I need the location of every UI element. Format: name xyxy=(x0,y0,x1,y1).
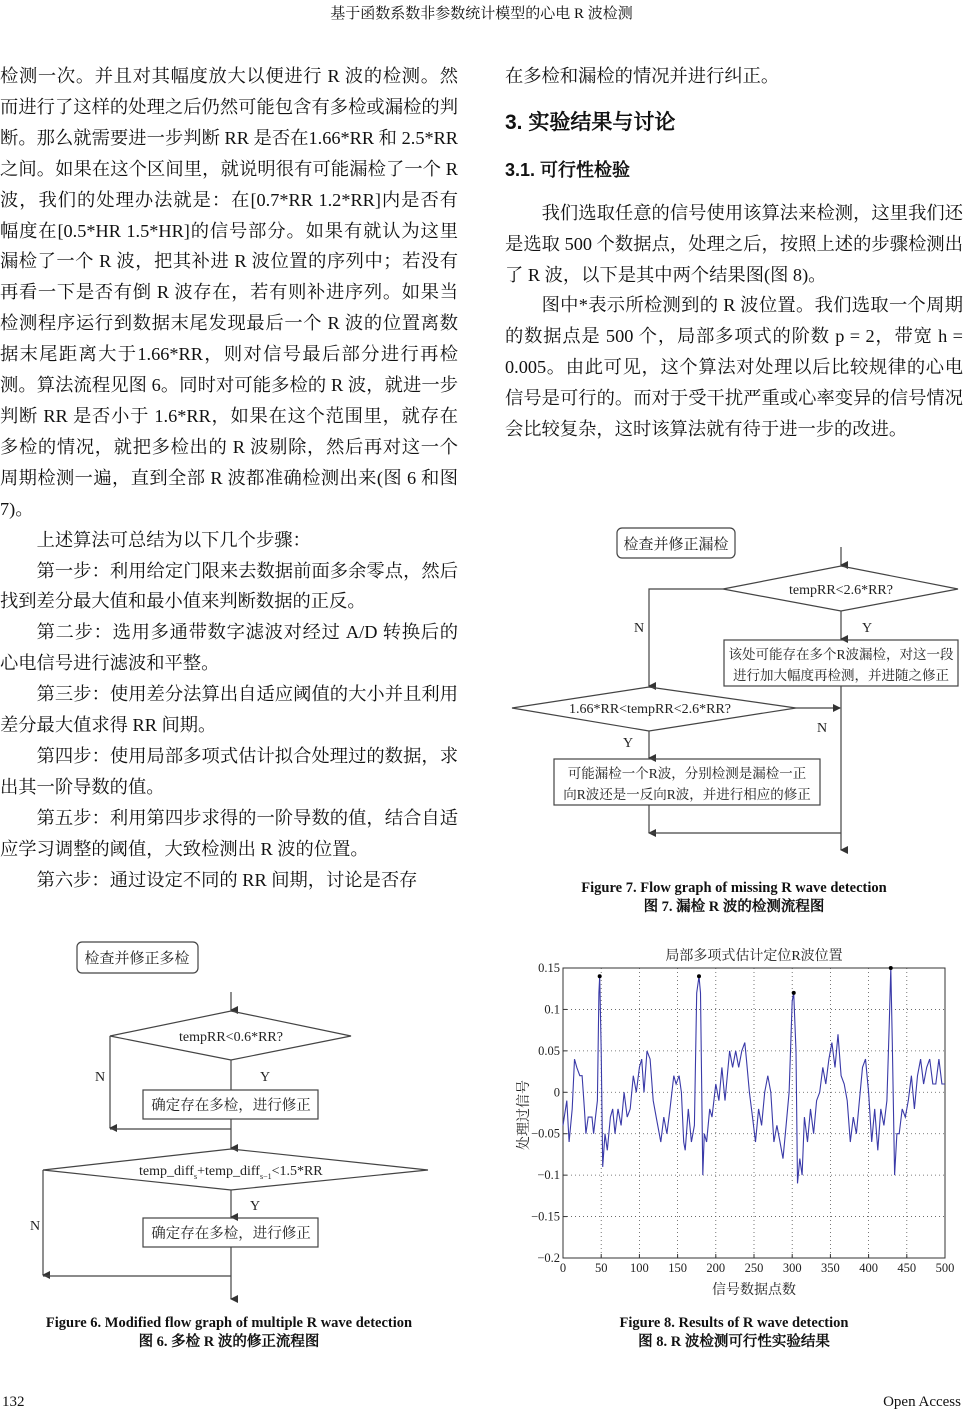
y-tick-label: −0.1 xyxy=(537,1168,560,1183)
paragraph: 在多检和漏检的情况并进行纠正。 xyxy=(505,66,780,86)
condition-label: 1.66*RR<tempRR<2.6*RR? xyxy=(568,702,732,717)
paragraph: 图中*表示所检测到的 R 波位置。我们选取一个周期的数据点是 500 个，局部多项式的阶数 p = 2，带宽 h = 0.005。由此可见，这个算法对处理以后比较规律的心电信号是可行的。而对于受干扰严重或心率变异的信号情况会比较复杂，这时该算法就有待于进一步的改进。 xyxy=(505,295,963,440)
x-tick-label: 150 xyxy=(668,1261,687,1275)
y-tick-label: 0.05 xyxy=(538,1043,560,1058)
figure-6-flowchart xyxy=(0,930,470,1310)
r-peak-marker xyxy=(889,966,893,970)
x-axis-label: 信号数据点数 xyxy=(712,1283,796,1298)
r-peak-marker xyxy=(792,991,796,995)
y-tick-label: −0.2 xyxy=(537,1251,560,1265)
step-2: 第二步：选用多通带数字滤波对经过 A/D 转换后的心电信号进行滤波和平整。 xyxy=(0,622,458,674)
caption-en: Figure 7. Flow graph of missing R wave detection xyxy=(581,880,887,896)
step-4: 第四步：使用局部多项式估计拟合处理过的数据，求出其一阶导数的值。 xyxy=(0,745,458,797)
yes-label: Y xyxy=(622,736,634,751)
process-label: 确定存在多检，进行修正 xyxy=(151,1098,311,1114)
no-label: N xyxy=(29,1219,41,1234)
process-label: 确定存在多检，进行修正 xyxy=(151,1226,311,1242)
y-tick-label: 0.15 xyxy=(538,961,560,975)
r-peak-marker xyxy=(598,974,602,978)
yes-label: Y xyxy=(259,1070,271,1085)
x-tick-label: 350 xyxy=(821,1261,840,1275)
start-label: 检查并修正多检 xyxy=(84,951,190,967)
process-label: 向R波还是一反向R波，并进行相应的修正 xyxy=(563,787,811,802)
publisher: Open Access xyxy=(883,1394,961,1410)
condition-label: tempRR<2.6*RR? xyxy=(789,583,893,598)
r-peak-marker xyxy=(697,974,701,978)
no-label: N xyxy=(816,721,828,736)
x-tick-label: 50 xyxy=(594,1261,608,1275)
step-6: 第六步：通过设定不同的 RR 间期，讨论是否存 xyxy=(36,869,418,890)
section-heading: 3. 实验结果与讨论 xyxy=(505,110,676,134)
y-tick-label: 0.1 xyxy=(544,1002,560,1017)
paragraph: 检测一次。并且对其幅度放大以便进行 R 波的检测。然而进行了这样的处理之后仍然可能包含有多检或漏检的判断。那么就需要进一步判断 RR 是否在1.66*RR 和 2.5*RR 之间。如果在这个区间里，就说明很有可能漏检了一个 R 波，我们的处理办法就是：在[0.7*RR 1.2*RR]内是否有幅度在[0.5*HR 1.5*HR]的信号部分。如果有就认为这里漏检了一个 R 波，把其补进 R 波位置的序列中；若没有再看一下是否有倒 R 波存在，若有则补进序列。如果当检测程序运行到数据末尾发现最后一个 R 波的位置离数据末尾距离大于1.66*RR，则对信号最后部分进行再检测。算法流程见图 6。同时对可能多检的 R 波，就进一步判断 RR 是否小于 1.6*RR，如果在这个范围里，就存在多检的情况，就把多检出的 R 波剔除，然后再对这一个周期检测一遍，直到全部 R 波都准确检测出来(图 6 和图 7)。 xyxy=(0,66,458,519)
y-tick-label: −0.15 xyxy=(531,1209,560,1224)
x-tick-label: 500 xyxy=(935,1261,955,1275)
x-tick-label: 100 xyxy=(630,1261,649,1275)
yes-label: Y xyxy=(249,1199,261,1214)
figure-7-flowchart xyxy=(510,520,963,865)
condition-label: tempRR<0.6*RR? xyxy=(179,1030,283,1045)
no-label: N xyxy=(633,621,645,636)
x-tick-label: 0 xyxy=(559,1261,567,1275)
step-1: 第一步：利用给定门限来去数据前面多余零点，然后找到差分最大值和最小值来判断数据的正反。 xyxy=(0,560,458,612)
start-label: 检查并修正漏检 xyxy=(623,537,729,553)
caption-zh: 图 7. 漏检 R 波的检测流程图 xyxy=(643,899,825,915)
process-label: 该处可能存在多个R波漏检，对这一段 xyxy=(728,647,954,662)
x-tick-label: 400 xyxy=(859,1261,878,1275)
figure-8-caption xyxy=(505,1314,963,1352)
yes-label: Y xyxy=(861,621,873,636)
y-axis-label: 处理过信号 xyxy=(517,1080,532,1150)
paragraph: 上述算法可总结为以下几个步骤： xyxy=(36,529,311,550)
right-column xyxy=(505,61,963,445)
y-tick-label: −0.05 xyxy=(531,1126,560,1141)
subsection-heading: 3.1. 可行性检验 xyxy=(505,159,631,180)
chart-title: 局部多项式估计定位R波位置 xyxy=(665,949,843,964)
process-label: 进行加大幅度再检测，并进随之修正 xyxy=(733,668,949,683)
figure-8-chart xyxy=(510,940,963,1300)
figure-7-caption xyxy=(505,879,963,917)
x-tick-label: 200 xyxy=(706,1261,726,1275)
paragraph: 我们选取任意的信号使用该算法来检测，这里我们还是选取 500 个数据点，处理之后，按照上述的步骤检测出了 R 波，以下是其中两个结果图(图 8)。 xyxy=(505,202,963,285)
caption-zh: 图 6. 多检 R 波的修正流程图 xyxy=(138,1334,320,1350)
process-label: 可能漏检一个R波，分别检测是漏检一正 xyxy=(567,766,807,781)
x-tick-label: 250 xyxy=(744,1261,764,1275)
caption-en: Figure 6. Modified flow graph of multiple R wave detection xyxy=(45,1315,413,1331)
running-head: 基于函数系数非参数统计模型的心电 R 波检测 xyxy=(330,6,633,22)
y-tick-label: 0 xyxy=(553,1085,560,1100)
step-3: 第三步：使用差分法算出自适应阈值的大小并且利用差分最大值求得 RR 间期。 xyxy=(0,684,458,736)
x-tick-label: 450 xyxy=(897,1261,917,1275)
figure-6-caption xyxy=(0,1314,458,1352)
caption-en: Figure 8. Results of R wave detection xyxy=(619,1315,849,1331)
step-5: 第五步：利用第四步求得的一阶导数的值，结合自适应学习调整的阈值，大致检测出 R 波的位置。 xyxy=(0,807,458,859)
no-label: N xyxy=(94,1070,106,1085)
condition-label: temp_diff$_s$+temp_diff$_{s-1}$<1.5*RR xyxy=(139,1164,323,1181)
caption-zh: 图 8. R 波检测可行性实验结果 xyxy=(638,1334,830,1350)
page-number: 132 xyxy=(2,1394,25,1410)
x-tick-label: 300 xyxy=(782,1261,802,1275)
left-column xyxy=(0,61,458,895)
